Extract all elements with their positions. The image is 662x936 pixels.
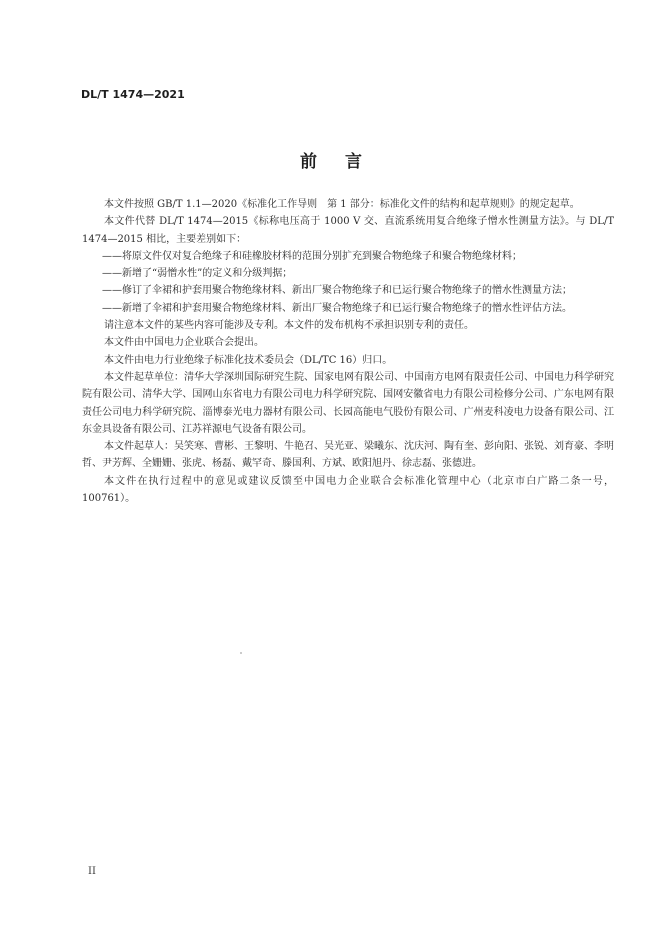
page-title: 前言 — [300, 152, 390, 172]
change-item: ——修订了伞裙和护套用聚合物绝缘材料、新出厂聚合物绝缘子和已运行聚合物绝缘子的憎水性测量方法； — [102, 285, 572, 297]
paragraph-drafting-units: 本文件起草单位：清华大学深圳国际研究生院、国家电网有限公司、中国南方电网有限责任公司、中国电力科学研究院有限公司、清华大学、国网山东省电力有限公司电力科学研究院、国网安徽省电力有限公司检修分公司、广东电网有限责任公司电力科学研究院、淄博泰光电力器材有限公司、长园高能电气股份有限公司、广州麦科凌电力设备有限公司、江东金具设备有限公司、江苏祥源电气设备有限公司。 — [82, 371, 614, 435]
change-item: ——新增了“弱憎水性”的定义和分级判据； — [102, 268, 293, 280]
paragraph-feedback: 本文件在执行过程中的意见或建议反馈至中国电力企业联合会标准化管理中心（北京市白广路二条一号，100761）。 — [82, 475, 614, 505]
page-number: II — [88, 866, 96, 877]
scan-speck — [240, 652, 242, 654]
standard-number: DL/T 1474—2021 — [81, 88, 185, 101]
paragraph-patent-notice: 请注意本文件的某些内容可能涉及专利。本文件的发布机构不承担识别专利的责任。 — [104, 320, 474, 332]
paragraph-drafters: 本文件起草人：吴笑寒、曹彬、王黎明、牛艳召、吴光亚、梁曦东、沈庆河、陶有奎、彭向阳、张锐、刘育豪、李明哲、尹芳辉、全姗姗、张虎、杨磊、戴罕奇、滕国利、方斌、欧阳旭丹、徐志磊、张德进。 — [82, 441, 614, 470]
paragraph-drafting-rules: 本文件按照 GB/T 1.1—2020《标准化工作导则 第 1 部分：标准化文件的结构和起草规则》的规定起草。 — [104, 199, 580, 210]
paragraph-proposer: 本文件由中国电力企业联合会提出。 — [104, 337, 264, 349]
foreword-body — [82, 196, 614, 507]
change-item: ——新增了伞裙和护套用聚合物绝缘材料、新出厂聚合物绝缘子和已运行聚合物绝缘子的憎水性评估方法。 — [102, 302, 572, 314]
paragraph-committee: 本文件由电力行业绝缘子标准化技术委员会（DL/TC 16）归口。 — [104, 354, 393, 366]
paragraph-replacement: 本文件代替 DL/T 1474—2015《标称电压高于 1000 V 交、直流系统用复合绝缘子憎水性测量方法》。与 DL/T 1474—2015 相比，主要差别如下： — [82, 216, 614, 245]
change-item: ——将原文件仅对复合绝缘子和硅橡胶材料的范围分别扩充到聚合物绝缘子和聚合物绝缘材料； — [102, 250, 522, 262]
